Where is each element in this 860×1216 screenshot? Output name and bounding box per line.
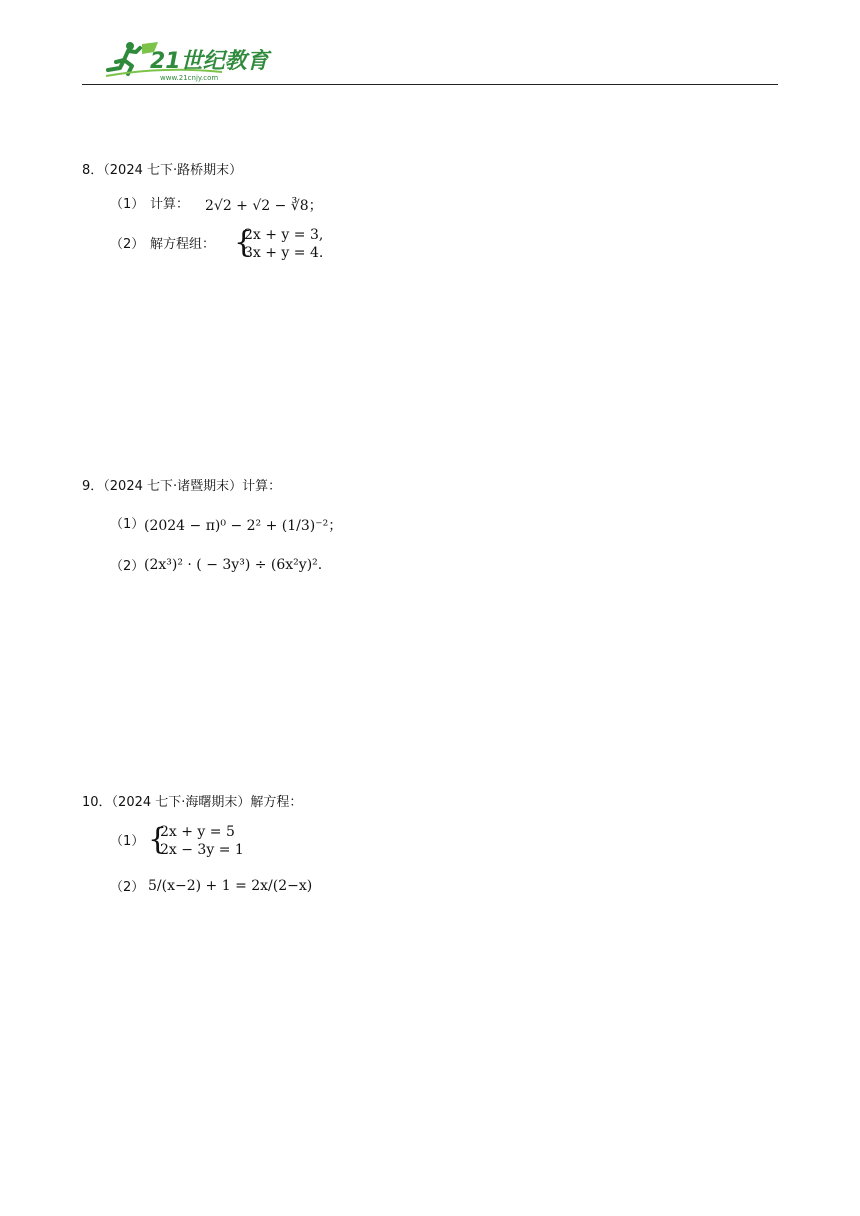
- q9-part1-label: （1）: [110, 517, 145, 532]
- q10-equation-1: 2x + y = 5: [160, 824, 235, 840]
- q8-part2-prompt: 解方程组：: [150, 237, 216, 252]
- q9-part2-label: （2）: [110, 559, 145, 574]
- logo: [102, 40, 272, 84]
- q10-part2-label: （2）: [110, 880, 145, 895]
- q8-part2-label: （2）: [110, 237, 145, 252]
- q8-part1-expr-text: 2√2 + √2 − ∛8；: [205, 198, 323, 214]
- q10-part1-label: （1）: [110, 834, 145, 849]
- q8-part1-label: （1）: [110, 197, 145, 212]
- q10-system-brace: {: [148, 822, 168, 857]
- header-rule: [82, 84, 778, 85]
- logo-url: www.21cnjy.com: [160, 74, 219, 82]
- question-10-title: 10．（2024 七下·海曙期末）解方程：: [82, 795, 303, 810]
- q8-part1-prompt: 计算：: [150, 197, 190, 212]
- q9-part2-expression: (2x³)² · ( − 3y³) ÷ (6x²y)².: [144, 557, 323, 573]
- q8-system-brace: {: [234, 225, 254, 260]
- q8-equation-2: 3x + y = 4.: [244, 245, 324, 261]
- q10-equation-2: 2x − 3y = 1: [160, 842, 244, 858]
- q9-part1-expression: (2024 − π)⁰ − 2² + (1/3)⁻²；: [144, 518, 343, 534]
- q10-part2-expression: 5/(x−2) + 1 = 2x/(2−x): [148, 878, 313, 894]
- question-8-title: 8．（2024 七下·路桥期末）: [82, 163, 243, 178]
- q8-equation-1: 2x + y = 3,: [244, 227, 324, 243]
- question-9-title: 9．（2024 七下·诸暨期末）计算：: [82, 479, 282, 494]
- logo-text: 21世纪教育: [150, 49, 269, 74]
- q8-part1-expression: [205, 195, 323, 215]
- runner-logo-icon: [102, 40, 272, 84]
